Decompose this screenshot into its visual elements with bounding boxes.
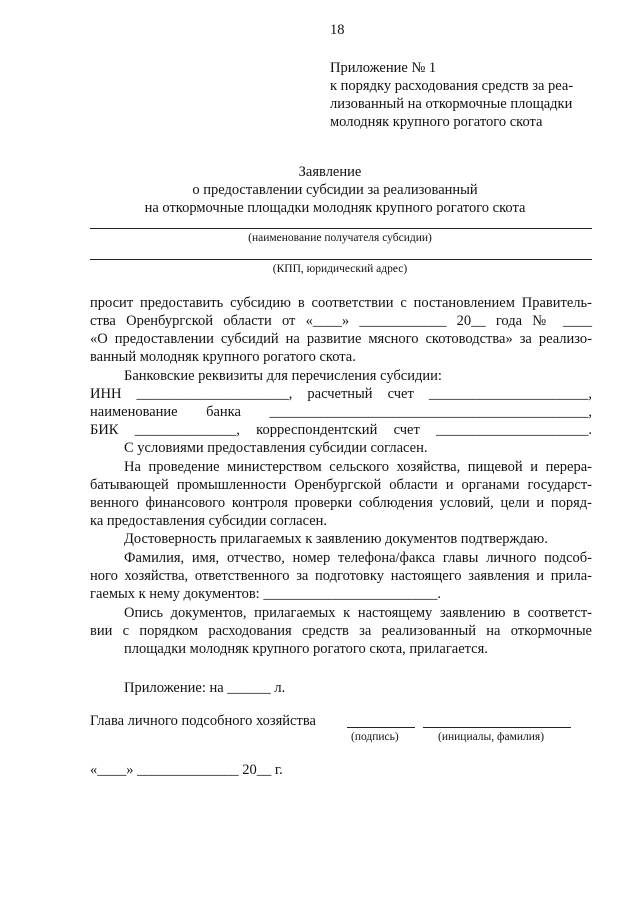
body-line: Опись документов, прилагаемых к настоящему заявлению в соответст- — [124, 605, 592, 621]
recipient-field-line — [90, 228, 592, 229]
bik-corr-account-line: БИК ______________, корреспондентский счет _____________________. — [90, 422, 592, 438]
inn-account-line: ИНН _____________________, расчетный счет ______________________, — [90, 386, 592, 402]
attachment-line: Приложение: на ______ л. — [124, 680, 286, 696]
documents-confirm: Достоверность прилагаемых к заявлению документов подтверждаю. — [124, 531, 548, 547]
appendix-line: лизованный на откормочные площадки — [330, 96, 573, 112]
body-line: гаемых к нему документов: ________________________. — [90, 586, 441, 602]
document-title: Заявление — [298, 164, 362, 180]
name-field-line — [423, 727, 571, 728]
document-subtitle: о предоставлении субсидии за реализованный — [192, 182, 478, 198]
date-line: «____» ______________ 20__ г. — [90, 762, 283, 778]
body-line: ства Оренбургской области от «____» ____________ 20__ года № ____ — [90, 313, 592, 329]
body-line: площадки молодняк крупного рогатого скота, прилагается. — [124, 641, 488, 657]
body-line: вии с порядком расходования средств за реализованный на откормочные — [90, 623, 592, 639]
appendix-title: Приложение № 1 — [330, 60, 437, 76]
body-line: На проведение министерством сельского хозяйства, пищевой и перера- — [124, 459, 592, 475]
body-line: «О предоставлении субсидий на развитие мясного скотоводства» за реализо- — [90, 331, 592, 347]
signature-caption: (подпись) — [351, 731, 399, 743]
signature-label: Глава личного подсобного хозяйства — [90, 713, 316, 729]
bank-name-line: наименование банка ____________________________________________, — [90, 404, 592, 420]
body-line: ка предоставления субсидии согласен. — [90, 513, 328, 529]
body-line: ного хозяйства, ответственного за подготовку настоящего заявления и прила- — [90, 568, 592, 584]
signature-field-line — [347, 727, 415, 728]
appendix-line: молодняк крупного рогатого скота — [330, 114, 543, 130]
body-line: венного финансового контроля проверки соблюдения условий, цели и поряд- — [90, 495, 592, 511]
conditions-agree: С условиями предоставления субсидии согласен. — [124, 440, 428, 456]
kpp-address-caption: (КПП, юридический адрес) — [272, 263, 408, 275]
bank-details-intro: Банковские реквизиты для перечисления субсидии: — [124, 368, 442, 384]
body-line: просит предоставить субсидию в соответствии с постановлением Правитель- — [90, 295, 592, 311]
appendix-line: к порядку расходования средств за реа- — [330, 78, 574, 94]
document-subtitle: на откормочные площадки молодняк крупного рогатого скота — [144, 200, 526, 216]
body-line: Фамилия, имя, отчество, номер телефона/факса главы личного подсоб- — [124, 550, 592, 566]
body-line: ванный молодняк крупного рогатого скота. — [90, 349, 356, 365]
kpp-address-field-line — [90, 259, 592, 260]
page-number: 18 — [330, 22, 345, 38]
name-caption: (инициалы, фамилия) — [438, 731, 545, 743]
recipient-caption: (наименование получателя субсидии) — [248, 232, 432, 244]
body-line: батывающей промышленности Оренбургской области и органами государст- — [90, 477, 592, 493]
